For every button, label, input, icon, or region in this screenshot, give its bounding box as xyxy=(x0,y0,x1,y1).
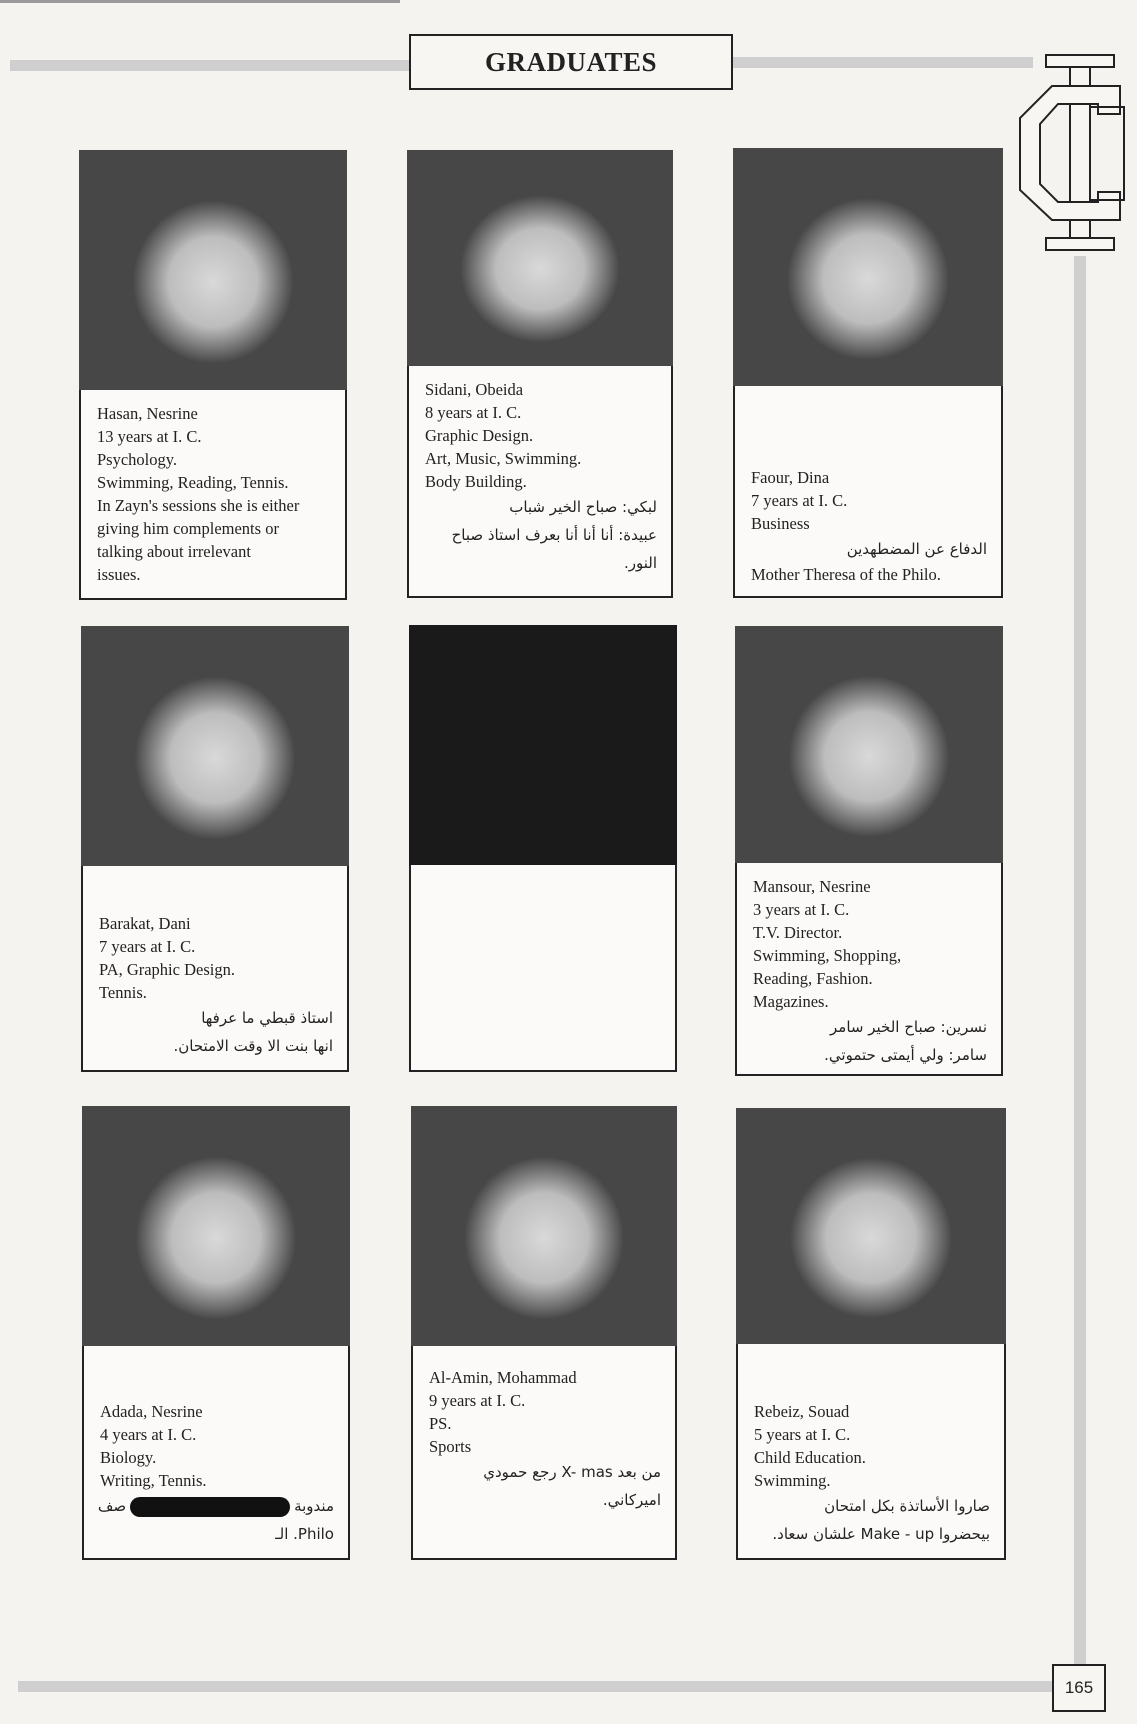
portrait-photo xyxy=(82,1106,350,1346)
portrait-photo xyxy=(735,626,1003,863)
info-line: 3 years at I. C. xyxy=(753,900,850,919)
info-line: Psychology. xyxy=(97,450,178,469)
graduate-name: Faour, Dina xyxy=(751,468,830,487)
info-line: Body Building. xyxy=(425,472,527,491)
arabic-quote: نسرين: صباح الخير سامر xyxy=(830,1018,987,1036)
info-line: PS. xyxy=(429,1414,452,1433)
info-line: talking about irrelevant xyxy=(97,542,251,561)
graduate-card xyxy=(411,1106,677,1560)
card-text xyxy=(736,1344,1006,1560)
graduate-card xyxy=(81,626,349,1072)
info-line: Magazines. xyxy=(753,992,829,1011)
graduate-name: Rebeiz, Souad xyxy=(754,1402,850,1421)
info-line: 4 years at I. C. xyxy=(100,1425,197,1444)
arabic-quote: صاروا الأساتذة بكل امتحان xyxy=(824,1497,990,1515)
info-line: Biology. xyxy=(100,1448,157,1467)
graduate-card xyxy=(736,1108,1006,1560)
arabic-quote: النور. xyxy=(623,554,657,572)
card-text xyxy=(82,1346,350,1560)
info-line: Reading, Fashion. xyxy=(753,969,873,988)
info-line: 5 years at I. C. xyxy=(754,1425,851,1444)
arabic-quote: سامر: ولي أيمتى حتموتي. xyxy=(824,1046,987,1064)
info-line: Swimming, Reading, Tennis. xyxy=(97,473,289,492)
card-text xyxy=(733,386,1003,598)
graduate-name: Adada, Nesrine xyxy=(100,1402,203,1421)
blank-photo xyxy=(409,625,677,865)
card-text xyxy=(81,866,349,1072)
info-line: Business xyxy=(751,514,810,533)
portrait-photo xyxy=(733,148,1003,386)
arabic-quote: من بعد X- mas رجع حمودي xyxy=(483,1463,661,1481)
graduate-name: Mansour, Nesrine xyxy=(753,877,871,896)
arabic-quote: لبكي: صباح الخير شباب xyxy=(509,498,657,516)
graduate-card xyxy=(407,150,673,598)
info-line: Swimming, Shopping, xyxy=(753,946,902,965)
info-line: 9 years at I. C. xyxy=(429,1391,526,1410)
card-text xyxy=(407,366,673,598)
arabic-quote: عبيدة: أنا أنا أنا بعرف استاذ صباح xyxy=(451,526,657,544)
info-line: Swimming. xyxy=(754,1471,831,1490)
page-title: GRADUATES xyxy=(409,34,733,90)
portrait-photo xyxy=(407,150,673,366)
portrait-photo xyxy=(736,1108,1006,1344)
info-line: Child Education. xyxy=(754,1448,866,1467)
info-line: Art, Music, Swimming. xyxy=(425,449,582,468)
graduate-card xyxy=(82,1106,350,1560)
page-number: 165 xyxy=(1052,1664,1106,1712)
graduate-name: Sidani, Obeida xyxy=(425,380,524,399)
header-bar-right xyxy=(733,57,1033,68)
arabic-word: مندوبة xyxy=(294,1497,334,1515)
graduate-name: Barakat, Dani xyxy=(99,914,191,933)
info-line: 7 years at I. C. xyxy=(751,491,848,510)
closing-line: Philo. الـ xyxy=(275,1525,334,1543)
arabic-word: صف xyxy=(97,1497,127,1515)
card-text xyxy=(409,865,677,1072)
top-rule xyxy=(0,0,400,3)
card-text xyxy=(411,1346,677,1560)
arabic-quote: انها بنت الا وقت الامتحان. xyxy=(173,1037,333,1055)
arabic-quote: بيحضروا Make - up علشان سعاد. xyxy=(772,1525,990,1543)
card-text xyxy=(79,390,347,600)
info-line: Sports xyxy=(429,1437,472,1456)
graduate-card xyxy=(733,148,1003,598)
info-line: PA, Graphic Design. xyxy=(99,960,235,979)
graduate-card-blank xyxy=(409,625,677,1072)
info-line: issues. xyxy=(97,565,141,584)
info-line: 13 years at I. C. xyxy=(97,427,202,446)
ic-school-logo-icon xyxy=(1012,52,1137,256)
graduate-name: Hasan, Nesrine xyxy=(97,404,198,423)
arabic-quote: اميركاني. xyxy=(602,1491,661,1509)
card-text xyxy=(735,863,1003,1076)
side-bar xyxy=(1074,256,1086,1664)
info-line: 8 years at I. C. xyxy=(425,403,522,422)
arabic-quote: الدفاع عن المضطهدين xyxy=(846,540,987,558)
portrait-photo xyxy=(79,150,347,390)
info-line: In Zayn's sessions she is either xyxy=(97,496,300,515)
info-line: Graphic Design. xyxy=(425,426,534,445)
info-line: 7 years at I. C. xyxy=(99,937,196,956)
graduate-name: Al-Amin, Mohammad xyxy=(429,1368,577,1387)
info-line: Tennis. xyxy=(99,983,147,1002)
footer-bar xyxy=(18,1681,1052,1692)
portrait-photo xyxy=(411,1106,677,1346)
arabic-quote: استاذ قبطي ما عرفها xyxy=(201,1009,333,1027)
arabic-quote-redacted xyxy=(97,1492,334,1520)
info-line: T.V. Director. xyxy=(753,923,843,942)
portrait-photo xyxy=(81,626,349,866)
redaction-mark xyxy=(130,1497,290,1517)
info-line: giving him complements or xyxy=(97,519,279,538)
graduate-card xyxy=(735,626,1003,1076)
graduate-card xyxy=(79,150,347,600)
info-line: Writing, Tennis. xyxy=(100,1471,207,1490)
header-bar-left xyxy=(10,60,409,71)
closing-line: Mother Theresa of the Philo. xyxy=(751,565,941,584)
